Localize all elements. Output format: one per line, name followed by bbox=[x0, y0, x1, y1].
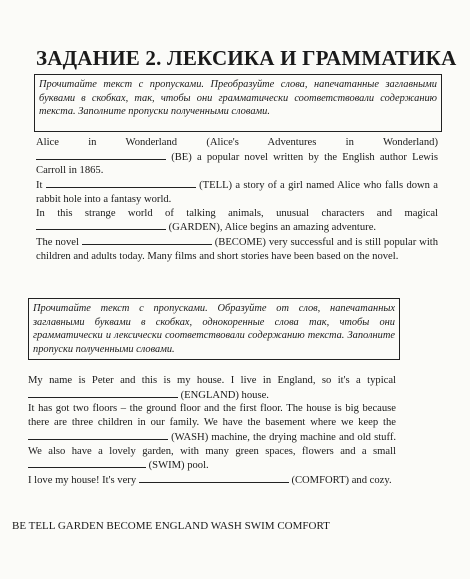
instruction-box-1 bbox=[34, 74, 442, 132]
text1-sentence-3: In this strange world of talking animals, unusual characters and magical (GARDEN), Alice begins an amazing adventure. bbox=[36, 207, 438, 234]
instruction-box-2 bbox=[28, 298, 400, 360]
answer-word-list: BE TELL GARDEN BECOME ENGLAND WASH SWIM COMFORT bbox=[12, 520, 330, 532]
instruction-text-1: Прочитайте текст с пропусками. Преобразуйте слова, напечатанные заглавными буквами в скобках, так, чтобы они грамматически соответствовали содержанию текста. Заполните пропуски полученными словами. bbox=[39, 79, 437, 118]
text2-sentence-2: It has got two floors – the ground floor and the first floor. The house is big because there are three children in our family. We have the basement where we keep the (WASH) machine, the drying machine and old stuff. We also have a lovely garden, with many green spaces, flowers and a small (SWIM) pool. bbox=[28, 403, 396, 472]
blank-garden[interactable] bbox=[36, 220, 166, 230]
instruction-text-2: Прочитайте текст с пропусками. Образуйте от слов, напечатанных заглавными буквами в скобках, однокоренные слова так, чтобы они грамматически и лексически соответствовали содержанию текста. Заполните пропуски полученными словами. bbox=[33, 303, 395, 355]
text1-sentence-4: The novel (BECOME) very successful and is still popular with children and adults today. Many films and short stories have been based on the novel. bbox=[36, 236, 439, 262]
text1-line1: Alice in Wonderland (Alice's Adventures in Wonderland) bbox=[36, 137, 438, 148]
text2-sentence-1: My name is Peter and this is my house. I live in England, so it's a typical (ENGLAND) house. bbox=[28, 375, 396, 401]
blank-swim[interactable] bbox=[28, 458, 146, 468]
text1-sentence-1: (BE) a popular novel written by the English author Lewis Carroll in 1865. bbox=[36, 151, 438, 177]
text2-sentence-3: I love my house! It's very (COMFORT) and cozy. bbox=[28, 474, 392, 486]
page-title: ЗАДАНИЕ 2. ЛЕКСИКА И ГРАММАТИКА bbox=[36, 46, 457, 70]
blank-comfort[interactable] bbox=[139, 473, 289, 483]
exercise-text-1 bbox=[36, 136, 438, 263]
blank-be[interactable] bbox=[36, 150, 166, 160]
blank-england[interactable] bbox=[28, 388, 178, 398]
blank-become[interactable] bbox=[82, 235, 212, 245]
text1-sentence-2: It (TELL) a story of a girl named Alice who falls down a rabbit hole into a fantasy world. bbox=[36, 180, 438, 205]
blank-tell[interactable] bbox=[46, 178, 196, 188]
exercise-text-2 bbox=[28, 374, 396, 488]
blank-wash[interactable] bbox=[28, 430, 168, 440]
